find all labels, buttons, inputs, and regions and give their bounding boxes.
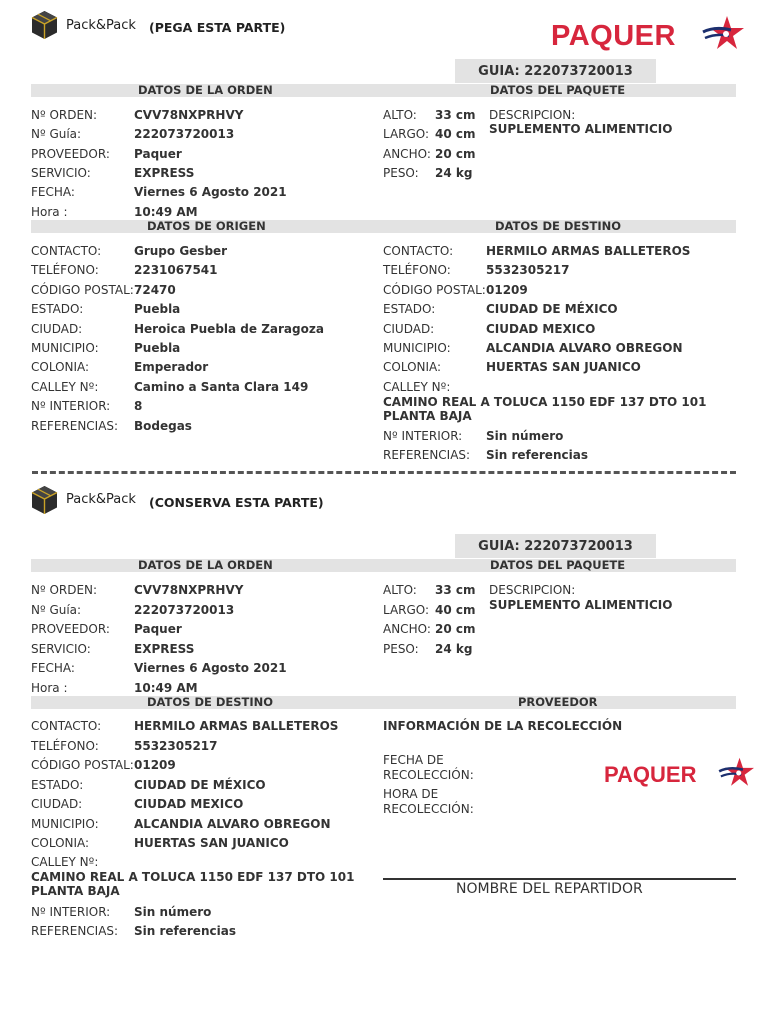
field-value: 8 bbox=[134, 399, 143, 413]
field-value: CIUDAD MEXICO bbox=[134, 797, 244, 811]
section-title-origen: DATOS DE ORIGEN bbox=[147, 219, 266, 233]
field-label: COLONIA: bbox=[383, 360, 442, 374]
field-label: CONTACTO: bbox=[31, 719, 102, 733]
package-box-icon bbox=[31, 10, 58, 40]
hora-recoleccion-label: RECOLECCIÓN: bbox=[383, 802, 474, 816]
guia-number: GUIA: 222073720013 bbox=[478, 538, 633, 554]
field-value: CAMINO REAL A TOLUCA 1150 EDF 137 DTO 101 bbox=[383, 395, 707, 409]
field-label: Hora : bbox=[31, 205, 68, 219]
section-bar-orden bbox=[31, 84, 736, 97]
field-value: Puebla bbox=[134, 341, 181, 355]
field-value: CIUDAD DE MÉXICO bbox=[486, 302, 618, 316]
field-value: HUERTAS SAN JUANICO bbox=[134, 836, 289, 850]
guia-box bbox=[455, 534, 656, 558]
field-value: 20 cm bbox=[435, 622, 476, 636]
field-value: 222073720013 bbox=[134, 603, 235, 617]
section-bar-destino bbox=[31, 696, 736, 709]
field-value: Camino a Santa Clara 149 bbox=[134, 380, 309, 394]
field-label: CIUDAD: bbox=[383, 322, 435, 336]
field-label: Nº INTERIOR: bbox=[31, 905, 111, 919]
field-label: CALLEY Nº: bbox=[31, 855, 99, 869]
field-value: 24 kg bbox=[435, 642, 473, 656]
field-value: ALCANDIA ALVARO OBREGON bbox=[486, 341, 683, 355]
repartidor-label: NOMBRE DEL REPARTIDOR bbox=[456, 881, 643, 897]
field-label: LARGO: bbox=[383, 127, 430, 141]
field-value: 40 cm bbox=[435, 603, 476, 617]
field-value: 72470 bbox=[134, 283, 176, 297]
field-label: PROVEEDOR: bbox=[31, 622, 110, 636]
package-box-icon bbox=[31, 485, 58, 515]
section-title-proveedor: PROVEEDOR bbox=[518, 695, 598, 709]
field-value: Sin referencias bbox=[134, 924, 236, 938]
field-value: PLANTA BAJA bbox=[31, 884, 120, 898]
field-value: 2231067541 bbox=[134, 263, 218, 277]
signature-line bbox=[383, 878, 736, 880]
field-value: Heroica Puebla de Zaragoza bbox=[134, 322, 324, 336]
field-value: Grupo Gesber bbox=[134, 244, 228, 258]
field-value: PLANTA BAJA bbox=[383, 409, 472, 423]
field-label: ALTO: bbox=[383, 108, 417, 122]
field-label: ANCHO: bbox=[383, 147, 431, 161]
part-label: (PEGA ESTA PARTE) bbox=[149, 20, 286, 35]
field-label: MUNICIPIO: bbox=[31, 341, 99, 355]
field-label: PROVEEDOR: bbox=[31, 147, 110, 161]
field-label: SERVICIO: bbox=[31, 642, 91, 656]
field-value: 5532305217 bbox=[486, 263, 570, 277]
cut-line bbox=[32, 471, 736, 474]
field-label: TELÉFONO: bbox=[31, 263, 99, 277]
field-value: CAMINO REAL A TOLUCA 1150 EDF 137 DTO 101 bbox=[31, 870, 355, 884]
guia-number: GUIA: 222073720013 bbox=[478, 63, 633, 79]
field-value: 01209 bbox=[486, 283, 528, 297]
section-bar-origen bbox=[31, 220, 736, 233]
field-label: MUNICIPIO: bbox=[31, 817, 99, 831]
field-value: Emperador bbox=[134, 360, 209, 374]
section-bar-orden bbox=[31, 559, 736, 572]
field-value: 24 kg bbox=[435, 166, 473, 180]
field-value: Viernes 6 Agosto 2021 bbox=[134, 185, 287, 199]
field-label: PESO: bbox=[383, 642, 419, 656]
field-value: 222073720013 bbox=[134, 127, 235, 141]
field-value: CVV78NXPRHVY bbox=[134, 583, 244, 597]
field-value: 33 cm bbox=[435, 108, 476, 122]
field-label: COLONIA: bbox=[31, 836, 90, 850]
section-title-destino: DATOS DE DESTINO bbox=[495, 219, 622, 233]
field-value: EXPRESS bbox=[134, 642, 195, 656]
field-value: Paquer bbox=[134, 622, 182, 636]
fecha-recoleccion-label: FECHA DE bbox=[383, 753, 444, 767]
field-label: CALLEY Nº: bbox=[31, 380, 99, 394]
field-label: Nº INTERIOR: bbox=[31, 399, 111, 413]
field-value: Viernes 6 Agosto 2021 bbox=[134, 661, 287, 675]
field-label: LARGO: bbox=[383, 603, 430, 617]
field-label: Nº Guía: bbox=[31, 603, 82, 617]
field-label: ANCHO: bbox=[383, 622, 431, 636]
field-label: SERVICIO: bbox=[31, 166, 91, 180]
field-label: Nº ORDEN: bbox=[31, 108, 98, 122]
field-label: TELÉFONO: bbox=[31, 739, 99, 753]
section-title-paquete: DATOS DEL PAQUETE bbox=[490, 83, 626, 97]
field-value: HERMILO ARMAS BALLETEROS bbox=[486, 244, 691, 258]
field-value: EXPRESS bbox=[134, 166, 195, 180]
star-icon bbox=[701, 14, 747, 54]
section-title-destino: DATOS DE DESTINO bbox=[147, 695, 274, 709]
field-label: CÓDIGO POSTAL: bbox=[31, 283, 134, 297]
field-value: 10:49 AM bbox=[134, 205, 198, 219]
field-label: ESTADO: bbox=[383, 302, 436, 316]
field-label: FECHA: bbox=[31, 185, 75, 199]
field-value: CVV78NXPRHVY bbox=[134, 108, 244, 122]
hora-recoleccion-label: HORA DE bbox=[383, 787, 439, 801]
part-label: (CONSERVA ESTA PARTE) bbox=[149, 495, 324, 510]
field-value: Bodegas bbox=[134, 419, 192, 433]
field-value: 20 cm bbox=[435, 147, 476, 161]
field-value: Paquer bbox=[134, 147, 182, 161]
field-value: 5532305217 bbox=[134, 739, 218, 753]
field-label: COLONIA: bbox=[31, 360, 90, 374]
brand-name: Pack&Pack bbox=[66, 18, 136, 33]
field-label: Nº ORDEN: bbox=[31, 583, 98, 597]
field-value: CIUDAD MEXICO bbox=[486, 322, 596, 336]
guia-box bbox=[455, 59, 656, 83]
field-label: FECHA: bbox=[31, 661, 75, 675]
field-label: ESTADO: bbox=[31, 302, 84, 316]
field-label: CALLEY Nº: bbox=[383, 380, 451, 394]
field-value: 01209 bbox=[134, 758, 176, 772]
paquer-logo-text: PAQUER bbox=[551, 20, 676, 52]
recoleccion-title: INFORMACIÓN DE LA RECOLECCIÓN bbox=[383, 719, 623, 733]
descripcion-label: DESCRIPCION: bbox=[489, 583, 576, 597]
field-label: CIUDAD: bbox=[31, 322, 83, 336]
field-value: CIUDAD DE MÉXICO bbox=[134, 778, 266, 792]
field-value: HUERTAS SAN JUANICO bbox=[486, 360, 641, 374]
field-value: Puebla bbox=[134, 302, 181, 316]
field-label: Hora : bbox=[31, 681, 68, 695]
field-value: Sin número bbox=[134, 905, 212, 919]
field-value: Sin número bbox=[486, 429, 564, 443]
field-label: TELÉFONO: bbox=[383, 263, 451, 277]
field-value: 40 cm bbox=[435, 127, 476, 141]
descripcion-label: DESCRIPCION: bbox=[489, 108, 576, 122]
field-label: Nº Guía: bbox=[31, 127, 82, 141]
descripcion-value: SUPLEMENTO ALIMENTICIO bbox=[489, 598, 673, 612]
field-label: CONTACTO: bbox=[31, 244, 102, 258]
section-title-paquete: DATOS DEL PAQUETE bbox=[490, 558, 626, 572]
field-value: HERMILO ARMAS BALLETEROS bbox=[134, 719, 339, 733]
field-label: MUNICIPIO: bbox=[383, 341, 451, 355]
field-label: CIUDAD: bbox=[31, 797, 83, 811]
section-title-orden: DATOS DE LA ORDEN bbox=[138, 558, 273, 572]
field-label: CÓDIGO POSTAL: bbox=[31, 758, 134, 772]
field-label: Nº INTERIOR: bbox=[383, 429, 463, 443]
star-icon bbox=[716, 756, 758, 790]
field-value: 33 cm bbox=[435, 583, 476, 597]
paquer-logo-text: PAQUER bbox=[604, 762, 697, 787]
field-value: ALCANDIA ALVARO OBREGON bbox=[134, 817, 331, 831]
field-label: CONTACTO: bbox=[383, 244, 454, 258]
descripcion-value: SUPLEMENTO ALIMENTICIO bbox=[489, 122, 673, 136]
field-value: 10:49 AM bbox=[134, 681, 198, 695]
field-label: PESO: bbox=[383, 166, 419, 180]
fecha-recoleccion-label: RECOLECCIÓN: bbox=[383, 768, 474, 782]
field-label: REFERENCIAS: bbox=[31, 924, 119, 938]
section-title-orden: DATOS DE LA ORDEN bbox=[138, 83, 273, 97]
field-label: ESTADO: bbox=[31, 778, 84, 792]
brand-name: Pack&Pack bbox=[66, 492, 136, 507]
field-label: CÓDIGO POSTAL: bbox=[383, 283, 486, 297]
field-label: REFERENCIAS: bbox=[383, 448, 471, 462]
field-value: Sin referencias bbox=[486, 448, 588, 462]
field-label: ALTO: bbox=[383, 583, 417, 597]
field-label: REFERENCIAS: bbox=[31, 419, 119, 433]
